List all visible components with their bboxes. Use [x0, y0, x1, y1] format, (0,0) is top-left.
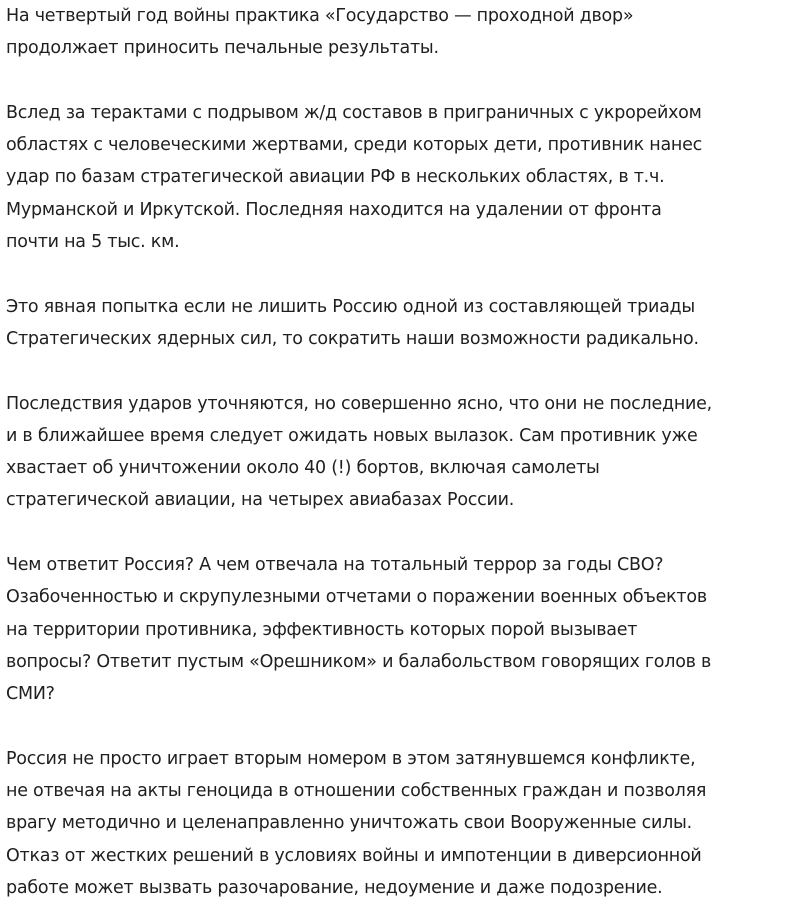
paragraph-line: стратегической авиации, на четырех авиабазах России.	[6, 490, 515, 511]
paragraph-5	[6, 549, 782, 710]
paragraph-line: продолжает приносить печальные результаты.	[6, 38, 439, 59]
paragraph-line: врагу методично и целенаправленно уничтожать свои Вооруженные силы.	[6, 813, 692, 834]
paragraph-3	[6, 291, 782, 356]
paragraph-line: Отказ от жестких решений в условиях войны и импотенции в диверсионной	[6, 845, 702, 866]
paragraph-line: Чем ответит Россия? А чем отвечала на тотальный террор за годы СВО?	[6, 555, 664, 576]
paragraph-2	[6, 97, 782, 258]
paragraph-line: работе может вызвать разочарование, недоумение и даже подозрение.	[6, 878, 663, 899]
paragraph-1	[6, 0, 782, 65]
paragraph-4	[6, 388, 782, 517]
paragraph-line: не отвечая на акты геноцида в отношении собственных граждан и позволяя	[6, 781, 707, 802]
paragraph-line: На четвертый год войны практика «Государство — проходной двор»	[6, 6, 634, 26]
paragraph-line: СМИ?	[6, 684, 55, 705]
paragraph-line: хвастает об уничтожении около 40 (!) бортов, включая самолеты	[6, 458, 600, 479]
paragraph-line: Стратегических ядерных сил, то сократить наши возможности радикально.	[6, 328, 699, 349]
paragraph-line: вопросы? Ответит пустым «Орешником» и балабольством говорящих голов в	[6, 651, 712, 672]
paragraph-line: Мурманской и Иркутской. Последняя находится на удалении от фронта	[6, 199, 662, 220]
paragraph-line: областях с человеческими жертвами, среди которых дети, противник нанес	[6, 135, 703, 156]
article-body	[6, 0, 782, 904]
paragraph-line: почти на 5 тыс. км.	[6, 232, 180, 253]
paragraph-line: и в ближайшее время следует ожидать новых вылазок. Сам противник уже	[6, 425, 698, 446]
paragraph-line: Россия не просто играет вторым номером в этом затянувшемся конфликте,	[6, 748, 696, 769]
paragraph-line: Это явная попытка если не лишить Россию одной из составляющей триады	[6, 296, 695, 317]
paragraph-line: на территории противника, эффективность которых порой вызывает	[6, 619, 638, 640]
paragraph-6	[6, 743, 782, 904]
paragraph-line: Вслед за терактами с подрывом ж/д составов в приграничных с укрорейхом	[6, 102, 702, 123]
paragraph-line: Последствия ударов уточняются, но совершенно ясно, что они не последние,	[6, 393, 712, 414]
paragraph-line: Озабоченностью и скрупулезными отчетами о поражении военных объектов	[6, 587, 707, 608]
paragraph-line: удар по базам стратегической авиации РФ в нескольких областях, в т.ч.	[6, 167, 665, 188]
